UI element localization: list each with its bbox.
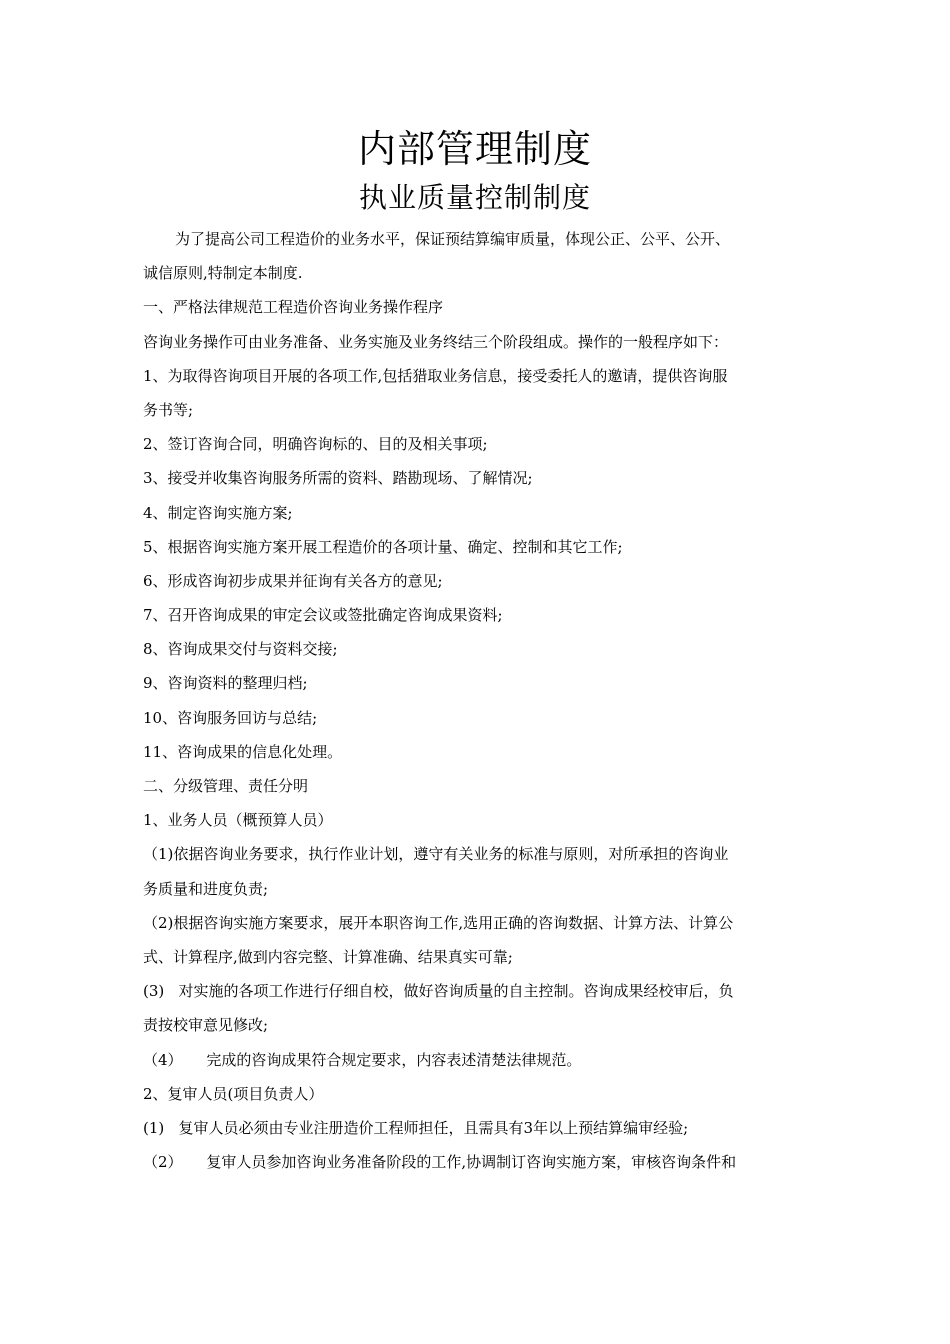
subsection-heading: 1、业务人员（概预算人员） — [143, 811, 333, 830]
list-item: 4、制定咨询实施方案; — [143, 503, 293, 522]
list-item-continuation: 责按校审意见修改; — [143, 1016, 269, 1035]
list-item: 3、接受并收集咨询服务所需的资料、踏勘现场、了解情况; — [143, 469, 533, 488]
list-item: （2)根据咨询实施方案要求，展开本职咨询工作,选用正确的咨询数据、计算方法、计算公 — [143, 913, 734, 932]
list-item: (3) 对实施的各项工作进行仔细自校，做好咨询质量的自主控制。咨询成果经校审后，负 — [143, 982, 734, 1001]
list-item: 5、根据咨询实施方案开展工程造价的各项计量、确定、控制和其它工作; — [143, 537, 623, 556]
document-subtitle: 执业质量控制制度 — [358, 181, 591, 214]
list-item-continuation: 务书等; — [143, 400, 194, 419]
section-heading: 一、严格法律规范工程造价咨询业务操作程序 — [143, 298, 444, 317]
list-item-continuation: 式、计算程序,做到内容完整、计算准确、结果真实可靠; — [143, 947, 513, 966]
list-item: 8、咨询成果交付与资料交接; — [143, 640, 338, 659]
list-item-continuation: 务质量和进度负责; — [143, 879, 269, 898]
list-item: （1)依据咨询业务要求，执行作业计划，遵守有关业务的标准与原则，对所承担的咨询业 — [143, 845, 729, 864]
section-heading: 二、分级管理、责任分明 — [143, 777, 309, 795]
list-item: 1、为取得咨询项目开展的各项工作,包括猎取业务信息，接受委托人的邀请，提供咨询服 — [143, 366, 728, 385]
list-item: 2、签订咨询合同，明确咨询标的、目的及相关事项; — [143, 435, 488, 454]
list-item: （4） 完成的咨询成果符合规定要求，内容表述清楚法律规范。 — [143, 1050, 582, 1069]
paragraph-line: 咨询业务操作可由业务准备、业务实施及业务终结三个阶段组成。操作的一般程序如下： — [143, 332, 729, 351]
list-item: (1) 复审人员必须由专业注册造价工程师担任，且需具有3年以上预结算编审经验; — [143, 1118, 689, 1137]
list-item: （2） 复审人员参加咨询业务准备阶段的工作,协调制订咨询实施方案，审核咨询条件和 — [143, 1153, 737, 1172]
document-body — [143, 222, 811, 1179]
list-item: 6、形成咨询初步成果并征询有关各方的意见; — [143, 571, 443, 590]
list-item: 7、召开咨询成果的审定会议或签批确定咨询成果资料; — [143, 606, 503, 625]
document-title: 内部管理制度 — [357, 127, 592, 171]
paragraph-line: 为了提高公司工程造价的业务水平，保证预结算编审质量，体现公正、公平、公开、 — [175, 230, 731, 248]
list-item: 11、咨询成果的信息化处理。 — [143, 742, 343, 761]
list-item: 9、咨询资料的整理归档; — [143, 674, 308, 693]
paragraph-line: 诚信原则,特制定本制度. — [143, 264, 303, 283]
list-item: 10、咨询服务回访与总结; — [143, 708, 318, 727]
subsection-heading: 2、复审人员(项目负责人） — [143, 1084, 324, 1103]
